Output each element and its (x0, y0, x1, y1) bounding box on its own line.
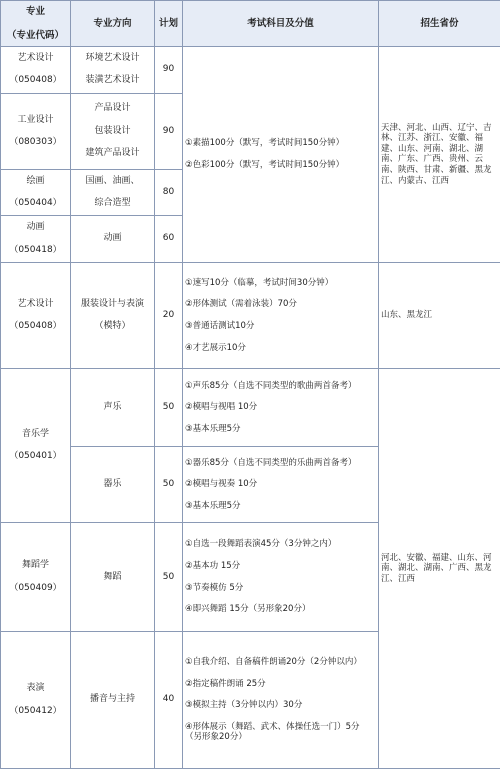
provinces-cell-group1: 天津、河北、山西、辽宁、吉林、江苏、浙江、安徽、福建、山东、河南、湖北、湖南、广东、广西、贵州、云南、陕西、甘肃、新疆、黑龙江、内蒙古、江西 (379, 47, 500, 262)
direction-cell: 环境艺术设计 装潢艺术设计 (71, 47, 155, 93)
direction-cell: 产品设计 包装设计 建筑产品设计 (71, 93, 155, 169)
major-cell: 艺术设计 （050408） (1, 262, 71, 369)
provinces-cell-group3: 河北、安徽、福建、山东、河南、湖北、湖南、广西、黑龙江、江西 (379, 369, 500, 769)
header-major: 专业 （专业代码） (1, 1, 71, 47)
major-cell: 动画 （050418） (1, 216, 71, 262)
plan-cell: 50 (155, 446, 183, 522)
major-cell: 表演 （050412） (1, 632, 71, 769)
exam-cell: ①自选一段舞蹈表演45分（3分钟之内） ②基本功 15分 ③节奏模仿 5分 ④即兴舞蹈 15分（另形象20分） (183, 523, 379, 632)
exam-cell: ①自我介绍、自备稿件朗诵20分（2分钟以内） ②指定稿件朗诵 25分 ③模拟主持（3分钟以内）30分 ④形体展示（舞蹈、武术、体操任选一门）5分（另形象20分） (183, 632, 379, 769)
table-row (1, 47, 500, 93)
table-row (1, 369, 500, 447)
major-cell: 舞蹈学 （050409） (1, 523, 71, 632)
plan-cell: 90 (155, 47, 183, 93)
plan-cell: 90 (155, 93, 183, 169)
direction-cell: 舞蹈 (71, 523, 155, 632)
plan-cell: 50 (155, 523, 183, 632)
direction-cell: 动画 (71, 216, 155, 262)
direction-cell: 播音与主持 (71, 632, 155, 769)
header-direction: 专业方向 (71, 1, 155, 47)
plan-cell: 80 (155, 170, 183, 216)
plan-cell: 40 (155, 632, 183, 769)
plan-cell: 50 (155, 369, 183, 447)
header-row (1, 1, 500, 47)
exam-cell: ①速写10分（临摹，考试时间30分钟） ②形体测试（需着泳装）70分 ③普通话测试10分 ④才艺展示10分 (183, 262, 379, 369)
major-cell: 工业设计 （080303） (1, 93, 71, 169)
major-cell: 音乐学 （050401） (1, 369, 71, 523)
header-exam: 考试科目及分值 (183, 1, 379, 47)
table-row (1, 262, 500, 369)
exam-cell: ①器乐85分（自选不同类型的乐曲两首备考） ②模唱与视奏 10分 ③基本乐理5分 (183, 446, 379, 522)
major-cell: 绘画 （050404） (1, 170, 71, 216)
header-plan: 计划 (155, 1, 183, 47)
exam-cell: ①声乐85分（自选不同类型的歌曲两首备考） ②模唱与视唱 10分 ③基本乐理5分 (183, 369, 379, 447)
header-provinces: 招生省份 (379, 1, 500, 47)
provinces-cell-group2: 山东、黑龙江 (379, 262, 500, 369)
direction-cell: 国画、油画、 综合造型 (71, 170, 155, 216)
direction-cell: 服装设计与表演 （模特） (71, 262, 155, 369)
direction-cell: 器乐 (71, 446, 155, 522)
plan-cell: 60 (155, 216, 183, 262)
plan-cell: 20 (155, 262, 183, 369)
exam-cell-shared: ①素描100分（默写，考试时间150分钟） ②色彩100分（默写，考试时间150分钟） (183, 47, 379, 262)
direction-cell: 声乐 (71, 369, 155, 447)
major-cell: 艺术设计 （050408） (1, 47, 71, 93)
